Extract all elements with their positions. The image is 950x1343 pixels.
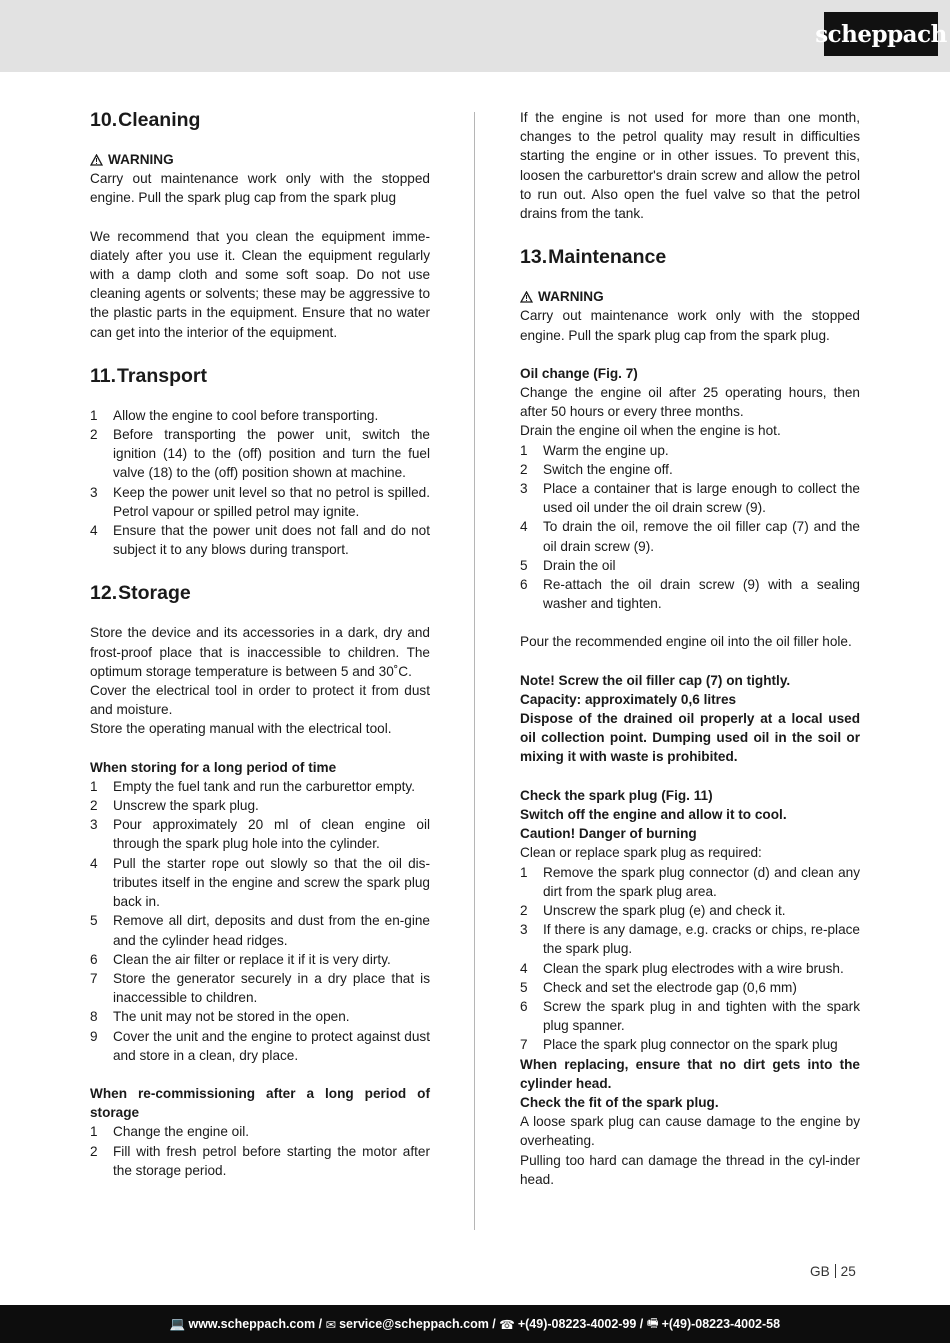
oil-change-text: Change the engine oil after 25 operating hours, then after 50 hours or every three months. bbox=[520, 385, 860, 420]
burn-caution: Caution! Danger of burning bbox=[520, 826, 697, 842]
footer-bar bbox=[0, 1305, 950, 1343]
warning-triangle-icon bbox=[520, 291, 533, 303]
list-item: 1 Remove the spark plug connector (d) and clean any dirt from the spark plug area. bbox=[520, 864, 860, 899]
right-column bbox=[520, 108, 860, 1189]
list-item: 9 Cover the unit and the engine to protect against dust and store in a clean, dry place. bbox=[90, 1028, 430, 1063]
fit-check: Check the fit of the spark plug. bbox=[520, 1094, 719, 1110]
list-item: 1 Change the engine oil. bbox=[90, 1124, 250, 1140]
recommissioning-list bbox=[90, 1122, 430, 1180]
list-item: 2 Before transporting the power unit, switch the ignition (14) to the (off) position and turn the fuel valve (18) to the (off) position shown at machine. bbox=[90, 427, 430, 481]
long-storage-title: When storing for a long period of time bbox=[90, 759, 337, 775]
list-item: 6 Screw the spark plug in and tighten with the spark plug spanner. bbox=[520, 998, 860, 1034]
oil-change-text: Drain the engine oil when the engine is hot. bbox=[520, 423, 781, 439]
list-item: 2 Fill with fresh petrol before starting the motor after the storage period. bbox=[90, 1143, 430, 1178]
storage-paragraph: Store the operating manual with the electrical tool. bbox=[90, 721, 392, 737]
spark-plug-text: Clean or replace spark plug as required: bbox=[520, 845, 762, 861]
warning-triangle-icon bbox=[90, 154, 103, 166]
loose-plug-text: A loose spark plug can cause damage to the engine by overheating. bbox=[520, 1114, 860, 1149]
header-bar bbox=[0, 0, 950, 72]
spark-plug-instruction: Switch off the engine and allow it to cool. bbox=[520, 806, 787, 822]
list-item: 6 Re-attach the oil drain screw (9) with a sealing washer and tighten. bbox=[520, 577, 860, 612]
list-item: 1 Allow the engine to cool before transporting. bbox=[90, 407, 379, 423]
list-item: 6 Clean the air filter or replace it if it is very dirty. bbox=[90, 951, 391, 967]
list-item: 2 Unscrew the spark plug (e) and check it. bbox=[520, 902, 786, 918]
mail-icon: ✉ bbox=[325, 1317, 337, 1332]
capacity-text: Capacity: approximately 0,6 litres bbox=[520, 691, 737, 707]
list-item: 3 Place a container that is large enough to collect the used oil under the oil drain screw (9). bbox=[520, 481, 860, 516]
list-item: 1 Warm the engine up. bbox=[520, 442, 669, 458]
replace-caution: When replacing, ensure that no dirt gets into the cylinder head. bbox=[520, 1056, 860, 1091]
list-item: 5 Remove all dirt, deposits and dust from the en-gine and the cylinder head ridges. bbox=[90, 913, 430, 948]
fax-number: +(49)-08223-4002-58 bbox=[661, 1317, 781, 1331]
list-item: 5 Check and set the electrode gap (0,6 mm) bbox=[520, 979, 797, 995]
fax-icon: 🖷 bbox=[646, 1315, 659, 1330]
spark-plug-title: Check the spark plug (Fig. 11) bbox=[520, 787, 713, 803]
storage-paragraph: Cover the electrical tool in order to protect it from dust and moisture. bbox=[90, 683, 430, 718]
section-title-storage: 12.Storage bbox=[90, 582, 191, 605]
list-item: 7 Store the generator securely in a dry place that is inaccessible to children. bbox=[90, 970, 430, 1006]
list-item: 7 Place the spark plug connector on the spark plug bbox=[520, 1037, 838, 1053]
website-link[interactable]: www.scheppach.com / bbox=[188, 1317, 323, 1331]
phone-number: +(49)-08223-4002-99 / bbox=[517, 1317, 644, 1331]
dispose-text: Dispose of the drained oil properly at a local used oil collection point. Dumping used oil in the soil or mixing it with waste is prohibited. bbox=[520, 711, 860, 765]
warning-text: Carry out maintenance work only with the stopped engine. Pull the spark plug cap from the spark plug bbox=[90, 171, 430, 206]
warning-label: WARNING bbox=[90, 150, 430, 169]
list-item: 3 Pour approximately 20 ml of clean engine oil through the spark plug hole into the cylinder. bbox=[90, 817, 430, 852]
note-text: Note! Screw the oil filler cap (7) on tightly. bbox=[520, 672, 791, 688]
storage-paragraph: Store the device and its accessories in a dark, dry and frost-proof place that is inaccessible to children. The optimum storage temperature is between 5 and 30˚C. bbox=[90, 625, 430, 679]
section-title-cleaning: 10.Cleaning bbox=[90, 109, 201, 131]
list-item: 2 Switch the engine off. bbox=[520, 461, 673, 477]
recommissioning-title: When re-commissioning after a long period of storage bbox=[90, 1085, 430, 1121]
pour-oil-text: Pour the recommended engine oil into the oil filler hole. bbox=[520, 634, 852, 650]
oil-change-list bbox=[520, 441, 860, 614]
page-number: GB 25 bbox=[810, 1264, 856, 1279]
list-item: 4 Pull the starter rope out slowly so that the oil dis-tributes itself in the engine and screw the spark plug back in. bbox=[90, 855, 430, 910]
computer-icon: 💻 bbox=[169, 1316, 186, 1331]
email-link[interactable]: service@scheppach.com / bbox=[339, 1317, 496, 1331]
oil-change-title: Oil change (Fig. 7) bbox=[520, 365, 638, 381]
list-item: 5 Drain the oil bbox=[520, 557, 616, 573]
long-storage-list bbox=[90, 777, 430, 1065]
scheppach-logo[interactable]: scheppach bbox=[824, 12, 938, 56]
list-item: 4 Clean the spark plug electrodes with a wire brush. bbox=[520, 960, 844, 976]
transport-list bbox=[90, 406, 430, 560]
section-title-transport: 11.Transport bbox=[90, 364, 207, 387]
pulling-text: Pulling too hard can damage the thread in the cyl-inder head. bbox=[520, 1152, 860, 1187]
column-divider bbox=[474, 112, 475, 1230]
list-item: 3 If there is any damage, e.g. cracks or chips, re-place the spark plug. bbox=[520, 922, 860, 957]
list-item: 4 Ensure that the power unit does not fall and do not subject it to any blows during transport. bbox=[90, 523, 430, 558]
list-item: 8 The unit may not be stored in the open. bbox=[90, 1009, 350, 1025]
warning-label: WARNING bbox=[520, 287, 860, 306]
list-item: 4 To drain the oil, remove the oil filler cap (7) and the oil drain screw (9). bbox=[520, 519, 860, 554]
spark-plug-list bbox=[520, 863, 860, 1055]
phone-icon: ☎ bbox=[499, 1317, 515, 1332]
section-title-maintenance: 13.Maintenance bbox=[520, 246, 667, 269]
cleaning-paragraph: We recommend that you clean the equipment imme-diately after you use it. Clean the equipment regularly with a damp cloth and some soft soap. Do not use cleaning agents or solvents; these may be aggressive to the plastic parts in the equipment. Ensure that no water can get into the interior of the equipment. bbox=[90, 228, 430, 340]
list-item: 3 Keep the power unit level so that no petrol is spilled. Petrol vapour or spilled petrol may ignite. bbox=[90, 484, 430, 519]
storage-intro-paragraph: If the engine is not used for more than one month, changes to the petrol quality may result in difficulties starting the engine or in other issues. To prevent this, loosen the carburettor's drain screw and allow the petrol to run out. Also open the fuel valve so that the petrol drains from the tank. bbox=[520, 110, 860, 222]
left-column bbox=[90, 108, 430, 1180]
list-item: 1 Empty the fuel tank and run the carburettor empty. bbox=[90, 778, 415, 794]
warning-text: Carry out maintenance work only with the stopped engine. Pull the spark plug cap from the spark plug. bbox=[520, 308, 860, 343]
list-item: 2 Unscrew the spark plug. bbox=[90, 798, 259, 814]
